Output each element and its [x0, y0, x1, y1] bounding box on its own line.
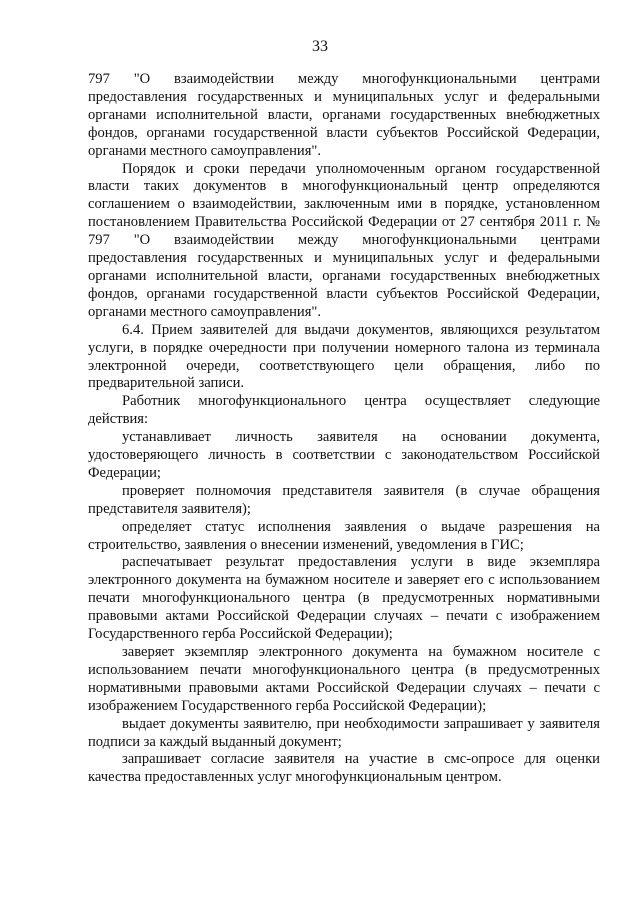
document-body — [88, 71, 600, 787]
action-item-identity: устанавливает личность заявителя на основании документа, удостоверяющего личность в соответствии с законодательством Российской Федерации; — [88, 429, 600, 481]
action-item-status: определяет статус исполнения заявления о выдаче разрешения на строительство, заявления о внесении изменений, уведомления в ГИС; — [88, 518, 600, 553]
action-item-certify: заверяет экземпляр электронного документа на бумажном носителе с использованием печати многофункционального центра (в предусмотренных нормативными правовыми актами Российской Федерации случаях – печати с изображением Государственного герба Российской Федерации); — [88, 644, 600, 714]
action-item-print: распечатывает результат предоставления услуги в виде экземпляра электронного документа на бумажном носителе и заверяет его с использованием печати многофункционального центра (в предусмотренных нормативными правовыми актами Российской Федерации случаях – печати с изображением Государственного герба Российской Федерации); — [88, 554, 600, 643]
paragraph-continuation: 797 "О взаимодействии между многофункциональными центрами предоставления государственных и муниципальных услуг и федеральными органами исполнительной власти, органами государственных внебюджетных фондов, органами государственной власти субъектов Российской Федерации, органами местного самоуправления". — [88, 71, 600, 159]
action-item-survey: запрашивает согласие заявителя на участие в смс-опросе для оценки качества предоставленных услуг многофункциональным центром. — [88, 751, 600, 786]
action-item-authority: проверяет полномочия представителя заявителя (в случае обращения представителя заявителя); — [88, 482, 600, 517]
action-item-issue: выдает документы заявителю, при необходимости запрашивает у заявителя подписи за каждый выданный документ; — [88, 715, 600, 750]
paragraph-transfer-terms: Порядок и сроки передачи уполномоченным органом государственной власти таких документов в многофункциональный центр определяются соглашением о взаимодействии, заключенным ими в порядке, установленном постановлением Правительства Российской Федерации от 27 сентября 2011 г. № 797 "О взаимодействии между многофункциональными центрами предоставления государственных и муниципальных услуг и федеральными органами исполнительной власти, органами государственных внебюджетных фондов, органами государственной власти субъектов Российской Федерации, органами местного самоуправления". — [88, 160, 600, 320]
page-number: 33 — [312, 38, 328, 55]
paragraph-worker-actions: Работник многофункционального центра осуществляет следующие действия: — [88, 393, 600, 428]
paragraph-6-4: 6.4. Прием заявителей для выдачи документов, являющихся результатом услуги, в порядке очередности при получении номерного талона из терминала электронной очереди, соответствующего цели обращения, либо по предварительной записи. — [88, 321, 600, 392]
